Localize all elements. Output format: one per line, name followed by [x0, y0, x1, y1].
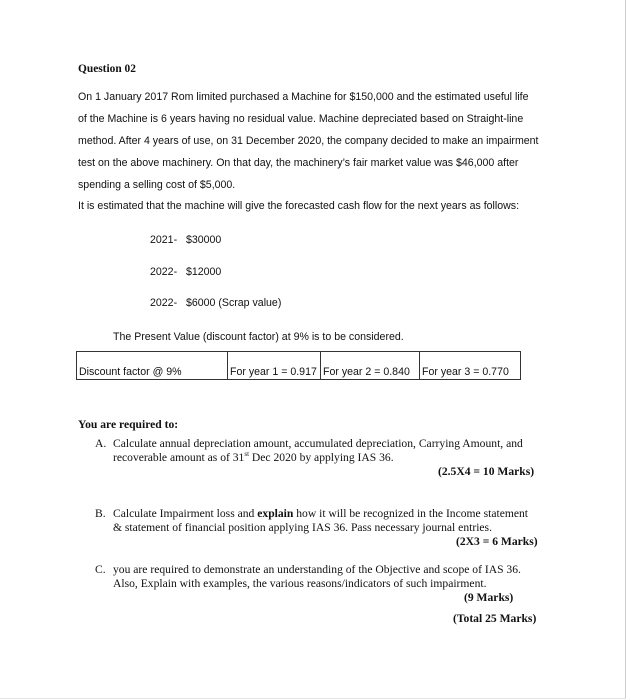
requirements-heading: You are required to:	[78, 418, 179, 431]
intro-line-6: It is estimated that the machine will give the forecasted cash flow for the next years as follows:	[78, 200, 520, 212]
item-b-line-2: & statement of financial position applying IAS 36. Pass necessary journal entries.	[113, 521, 492, 534]
item-a-letter: A.	[95, 437, 107, 450]
item-a-line-1: Calculate annual depreciation amount, accumulated depreciation, Carrying Amount, and	[113, 437, 523, 450]
cash-flow-year: 2021-	[150, 234, 178, 246]
item-a-line-2	[113, 451, 394, 464]
total-marks: (Total 25 Marks)	[453, 612, 537, 625]
discount-label-cell: Discount factor @ 9%	[77, 352, 228, 380]
table-row	[77, 352, 521, 380]
intro-line-3: method. After 4 years of use, on 31 December 2020, the company decided to make an impairment	[78, 135, 539, 147]
item-c-letter: C.	[95, 563, 106, 576]
cash-flow-amount: $12000	[185, 266, 222, 278]
item-b-marks: (2X3 = 6 Marks)	[456, 535, 538, 548]
cash-flow-row	[150, 266, 221, 278]
year2-cell: For year 2 = 0.840	[321, 352, 420, 380]
cash-flow-year: 2022-	[150, 266, 178, 278]
item-c-line-2: Also, Explain with examples, the various reasons/indicators of such impairment.	[113, 577, 487, 590]
pv-note: The Present Value (discount factor) at 9% is to be considered.	[113, 331, 404, 343]
intro-line-1: On 1 January 2017 Rom limited purchased a Machine for $150,000 and the estimated useful life	[78, 91, 529, 103]
item-c-line-1: you are required to demonstrate an understanding of the Objective and scope of IAS 36.	[113, 563, 521, 576]
item-c-marks: (9 Marks)	[464, 591, 514, 604]
cash-flow-row	[150, 234, 221, 246]
cash-flow-row	[150, 297, 281, 309]
item-a-line-2-text-end: Dec 2020 by applying IAS 36.	[249, 451, 394, 464]
item-b-letter: B.	[95, 507, 106, 520]
cash-flow-amount: $6000 (Scrap value)	[185, 297, 282, 309]
item-b-line-1	[113, 507, 528, 520]
item-a-line-2-text: recoverable amount as of 31	[113, 451, 245, 464]
year3-cell: For year 3 = 0.770	[420, 352, 521, 380]
year1-cell: For year 1 = 0.917	[228, 352, 321, 380]
cash-flow-year: 2022-	[150, 297, 178, 309]
question-title: Question 02	[78, 63, 136, 75]
intro-line-2: of the Machine is 6 years having no residual value. Machine depreciated based on Straight-line	[78, 113, 524, 125]
item-b-emphasis: explain	[257, 507, 294, 520]
item-b-line-1-text-end: how it will be recognized in the Income statement	[293, 507, 529, 520]
item-b-line-1-text: Calculate Impairment loss and	[113, 507, 258, 520]
intro-line-5: spending a selling cost of $5,000.	[78, 179, 236, 191]
intro-line-4: test on the above machinery. On that day, the machinery’s fair market value was $46,000 after	[78, 157, 519, 169]
cash-flow-amount: $30000	[185, 234, 222, 246]
discount-factor-table	[76, 351, 521, 380]
superscript: st	[244, 450, 250, 459]
item-a-marks: (2.5X4 = 10 Marks)	[438, 465, 535, 478]
